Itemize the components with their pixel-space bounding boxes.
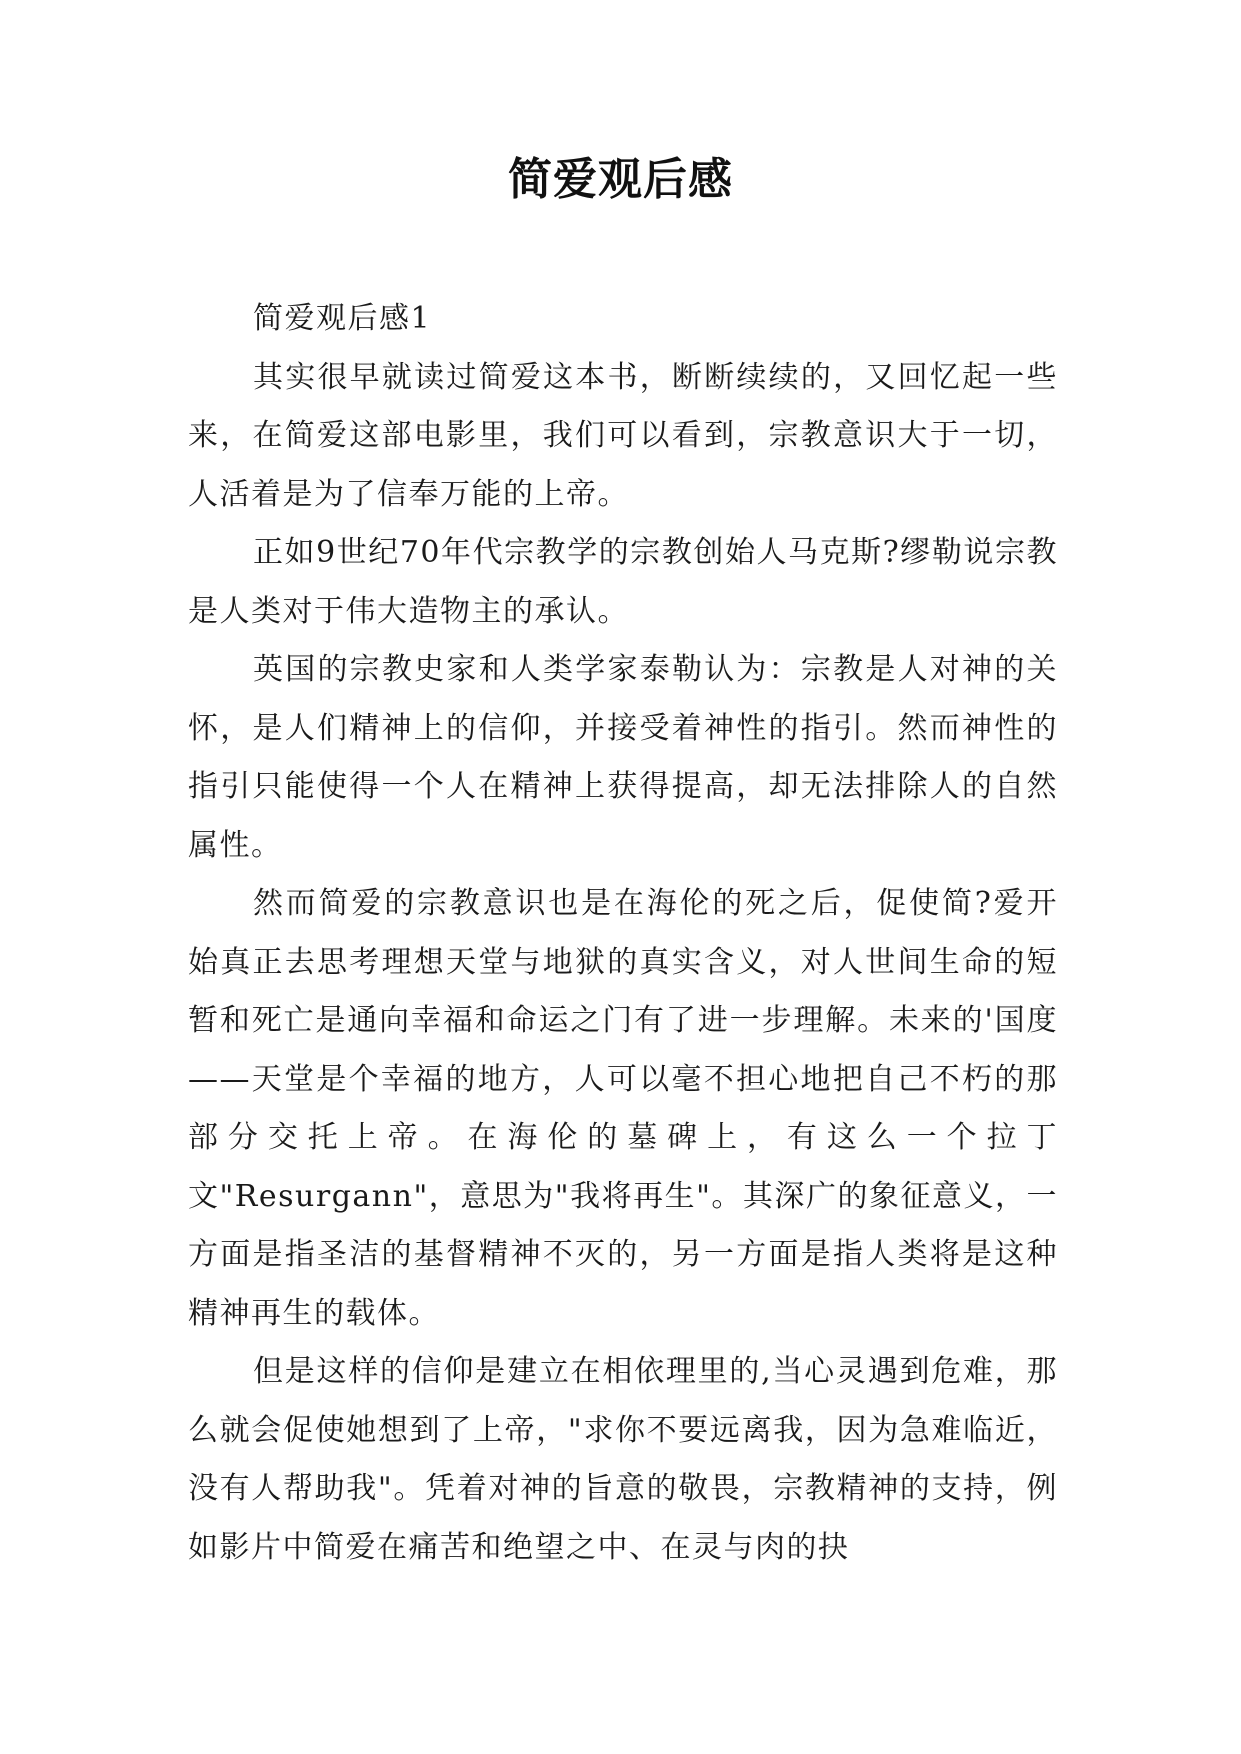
paragraph: 英国的宗教史家和人类学家泰勒认为：宗教是人对神的关怀，是人们精神上的信仰，并接受着神性的指引。然而神性的指引只能使得一个人在精神上获得提高，却无法排除人的自然属性。 [188, 652, 1058, 863]
document-title: 简爱观后感 [508, 154, 733, 205]
paragraph: 但是这样的信仰是建立在相依理里的,当心灵遇到危难，那么就会促使她想到了上帝，"求你不要远离我，因为急难临近，没有人帮助我"。凭着对神的旨意的敬畏，宗教精神的支持，例如影片中简爱在痛苦和绝望之中、在灵与肉的抉 [188, 1354, 1058, 1565]
paragraph: 正如9世纪70年代宗教学的宗教创始人马克斯?缪勒说宗教是人类对于伟大造物主的承认。 [188, 535, 1058, 629]
document-body [188, 290, 1058, 1577]
paragraph: 然而简爱的宗教意识也是在海伦的死之后，促使简?爱开始真正去思考理想天堂与地狱的真实含义，对人世间生命的短暂和死亡是通向幸福和命运之门有了进一步理解。未来的'国度——天堂是个幸福的地方，人可以毫不担心地把自己不朽的那部分交托上帝。在海伦的墓碑上，有这么一个拉丁文"Resurgann"，意思为"我将再生"。其深广的象征意义，一方面是指圣洁的基督精神不灭的，另一方面是指人类将是这种精神再生的载体。 [188, 886, 1058, 1331]
paragraph: 其实很早就读过简爱这本书，断断续续的，又回忆起一些来，在简爱这部电影里，我们可以看到，宗教意识大于一切，人活着是为了信奉万能的上帝。 [188, 359, 1058, 512]
paragraph-heading: 简爱观后感1 [253, 301, 432, 336]
